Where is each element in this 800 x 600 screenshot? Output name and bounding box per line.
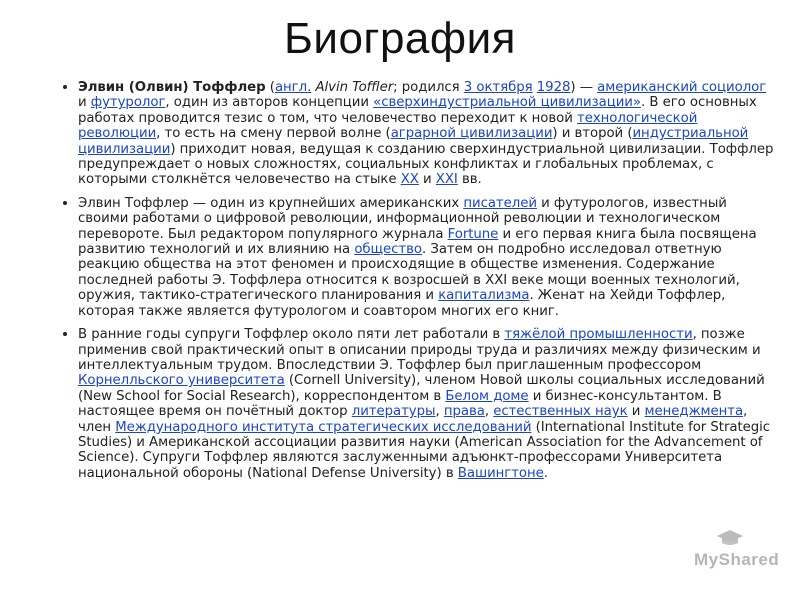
text-span: Элвин Тоффлер — один из крупнейших американских xyxy=(78,195,464,211)
link-iiss[interactable]: Международного института стратегических исследований xyxy=(115,419,532,435)
text-span: (Cornell University), членом Новой школы социальных исследований (New School for Social Research), корреспондентом в xyxy=(78,373,765,404)
bullet-paragraph-1 xyxy=(78,80,778,188)
text-span: . xyxy=(543,465,548,481)
text-span: В ранние годы супруги Тоффлер около пяти лет работали в xyxy=(78,327,505,343)
link-management[interactable]: менеджмента xyxy=(644,404,744,420)
link-american-sociologist[interactable]: американский социолог xyxy=(597,80,767,95)
link-english[interactable]: англ. xyxy=(274,80,312,95)
link-white-house[interactable]: Белом доме xyxy=(445,388,529,404)
text-span: ) и второй ( xyxy=(552,126,633,142)
text-span: , член xyxy=(78,404,748,435)
text-span: , xyxy=(435,404,444,420)
link-xx-century[interactable]: XX xyxy=(400,172,419,188)
link-agrarian-civilization[interactable]: аграрной цивилизации xyxy=(390,126,553,142)
text-span: , xyxy=(484,404,494,420)
text-span: . Женат на Хейди Тоффлер, которая также является футурологом и соавтором многих его книг. xyxy=(78,288,726,319)
bullet-paragraph-2 xyxy=(78,196,778,319)
link-birth-date[interactable]: 3 октября xyxy=(463,80,533,95)
bullet-list xyxy=(48,80,778,489)
slide-title: Биография xyxy=(283,14,517,63)
text-span: ( xyxy=(265,80,275,95)
text-span: ; родился xyxy=(393,80,464,95)
link-technological-revolution[interactable]: технологической революции xyxy=(78,110,698,142)
watermark-text: MyShared xyxy=(694,550,780,569)
link-law[interactable]: права xyxy=(443,404,485,420)
text-span: и xyxy=(78,95,91,111)
text-span: , то есть на смену первой волне ( xyxy=(156,126,391,142)
text-span: . Затем он подробно исследовал ответную реакцию общества на этот феномен и происходящие в обществе изменения. Содержание последней работы Э. Тоффлера относится к возросшей в XXI веке мощи военных технологий, оружия, тактико-стратегического планирования и xyxy=(78,242,740,304)
link-washington[interactable]: Вашингтоне xyxy=(457,465,544,481)
link-natural-sciences[interactable]: естественных наук xyxy=(493,404,628,420)
link-birth-year[interactable]: 1928 xyxy=(536,80,571,95)
text-span: и футурологов, известный своими работами о цифровой революции, информационной революции и технологическом перевороте. Был редактором популярного журнала xyxy=(78,195,727,242)
link-literature[interactable]: литературы xyxy=(351,404,436,420)
text-span: , один из авторов концепции xyxy=(165,95,374,111)
person-name: Элвин (Олвин) Тоффлер xyxy=(78,80,266,95)
link-xxi-century[interactable]: XXI xyxy=(435,172,458,188)
link-cornell-university[interactable]: Корнелльского университета xyxy=(78,373,285,389)
text-span: , позже применив свой практический опыт в описании природы труда и различиях между физическим и интеллектуальным трудом. Впоследствии Э. Тоффлер был приглашенным профессором xyxy=(78,327,761,373)
bullet-paragraph-3 xyxy=(78,327,778,481)
link-fortune[interactable]: Fortune xyxy=(447,226,499,242)
link-society[interactable]: общество xyxy=(354,242,422,258)
link-industrial-civilization[interactable]: индустриальной цивилизации xyxy=(78,126,749,157)
text-span: вв. xyxy=(457,172,482,188)
link-heavy-industry[interactable]: тяжёлой промышленности xyxy=(504,327,693,343)
text-span: ) — xyxy=(570,80,598,95)
mortarboard-icon xyxy=(716,528,744,548)
text-span: . В его основных работах проводится тезис о том, что человечество переходит к новой xyxy=(78,95,757,126)
text-span: и xyxy=(627,404,645,420)
link-superindustrial-civilization[interactable]: «сверхиндустриальной цивилизации» xyxy=(373,95,641,111)
link-futurologist[interactable]: футуролог xyxy=(90,95,166,111)
watermark-logo xyxy=(694,540,780,570)
text-span: и бизнес-консультантом. В настоящее время он почётный доктор xyxy=(78,388,722,420)
text-span: (International Institute for Strategic Studies) и Американской ассоциации развития науки (American Association for the Advancement of Science). Супруги Тоффлер являются заслуженными адъюнкт-профессорами Университета национальной обороны (National Defense University) в xyxy=(78,419,771,481)
text-span: ) приходит новая, ведущая к созданию сверхиндустриальной цивилизации. Тоффлер предупреждает о новых сложностях, социальных конфликтах и глобальных проблемах, с которыми столкнётся человечество на стыке xyxy=(78,141,774,188)
text-span: и его первая книга была посвящена развитию технологий и их влиянию на xyxy=(78,226,757,258)
text-span: и xyxy=(418,172,436,188)
english-name: Alvin Toffler xyxy=(315,80,394,95)
link-writers[interactable]: писателей xyxy=(463,195,537,211)
link-capitalism[interactable]: капитализма xyxy=(438,288,530,304)
